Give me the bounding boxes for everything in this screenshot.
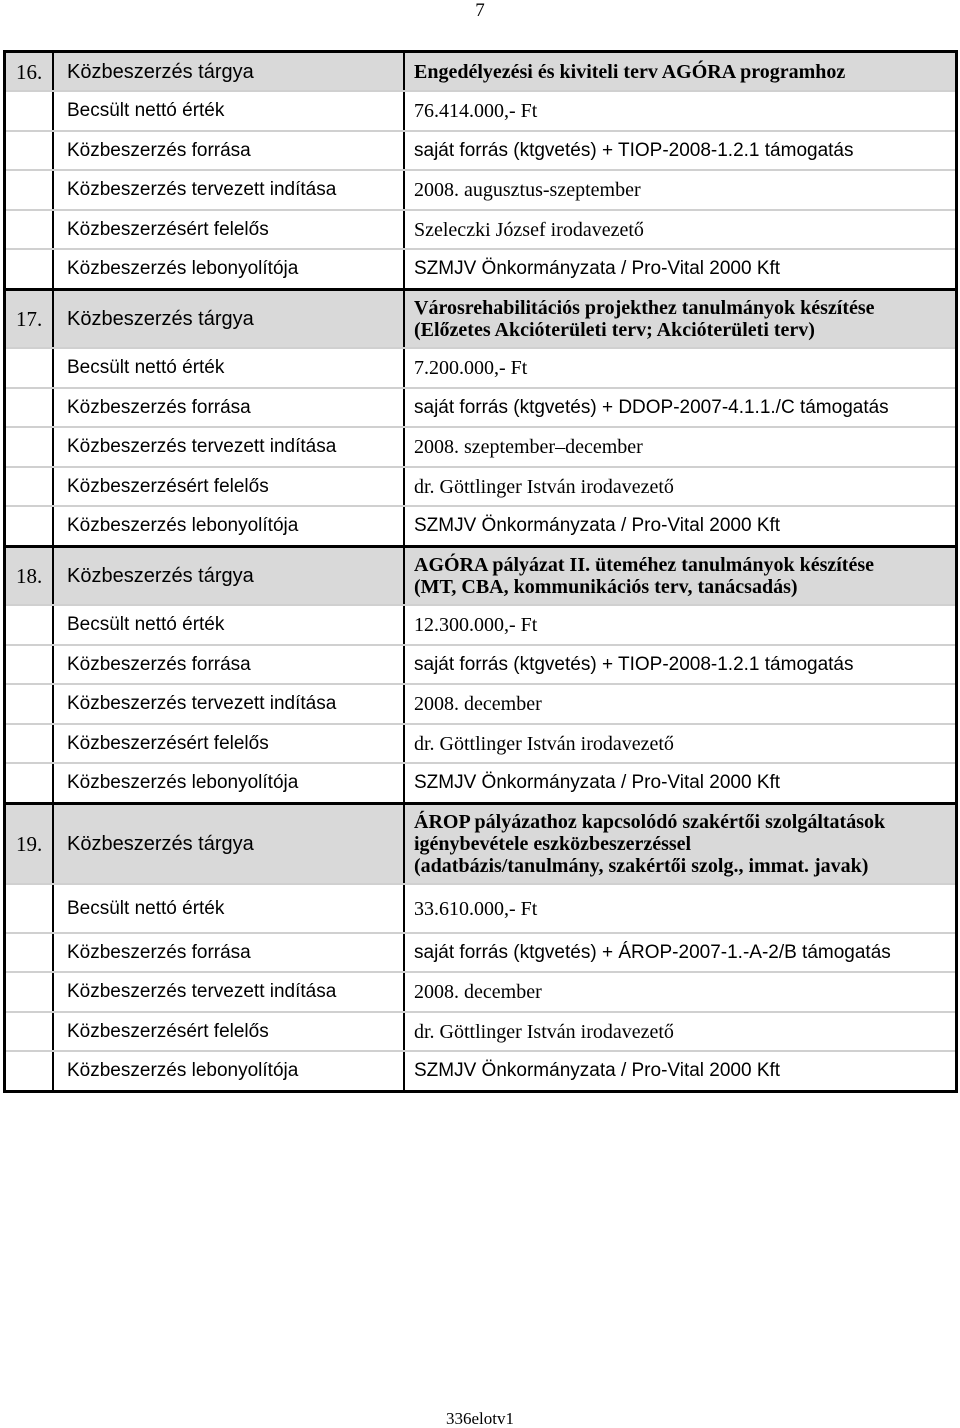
number-cell — [6, 725, 54, 762]
subject-value — [405, 548, 955, 604]
number-cell — [6, 389, 54, 426]
source-value: saját forrás (ktgvetés) + TIOP-2008-1.2.1 támogatás — [414, 653, 854, 675]
subject-row — [6, 805, 955, 883]
item-number: 17. — [6, 291, 54, 347]
organizer-value: SZMJV Önkormányzata / Pro-Vital 2000 Kft — [414, 515, 781, 536]
source-label: Közbeszerzés forrása — [54, 389, 405, 426]
item-number: 16. — [6, 53, 54, 90]
number-cell — [6, 211, 54, 248]
source-label: Közbeszerzés forrása — [54, 934, 405, 971]
subject-row — [6, 291, 955, 347]
estimated-value: 33.610.000,- Ft — [414, 897, 538, 920]
estimated-value: 12.300.000,- Ft — [414, 614, 538, 636]
footer-document-code: 336elotv1 — [446, 1409, 514, 1428]
estimated-value-label: Becsült nettó érték — [54, 885, 405, 932]
estimated-value-label: Becsült nettó érték — [54, 606, 405, 644]
organizer-value: SZMJV Önkormányzata / Pro-Vital 2000 Kft — [414, 772, 781, 793]
organizer-label: Közbeszerzés lebonyolítója — [54, 250, 405, 288]
estimated-value-label: Becsült nettó érték — [54, 349, 405, 387]
organizer-label: Közbeszerzés lebonyolítója — [54, 507, 405, 545]
number-cell — [6, 606, 54, 644]
start-row — [6, 971, 955, 1011]
estimated-value-label: Becsült nettó érték — [54, 92, 405, 130]
page-number: 7 — [475, 0, 485, 21]
subject-line: Városrehabilitációs projekthez tanulmányok készítése — [414, 297, 875, 319]
start-label: Közbeszerzés tervezett indítása — [54, 685, 405, 723]
responsible-value: dr. Göttlinger István irodavezető — [414, 732, 674, 755]
item-number: 19. — [6, 805, 54, 883]
organizer-row — [6, 1050, 955, 1090]
number-cell — [6, 468, 54, 505]
number-cell — [6, 764, 54, 802]
estimated-value: 7.200.000,- Ft — [414, 357, 528, 379]
responsible-row — [6, 723, 955, 762]
procurement-item-19 — [6, 802, 955, 1090]
organizer-value: SZMJV Önkormányzata / Pro-Vital 2000 Kft — [414, 258, 781, 279]
procurement-item-16 — [6, 50, 955, 288]
procurement-table — [3, 50, 958, 1093]
responsible-label: Közbeszerzésért felelős — [54, 725, 405, 762]
organizer-row — [6, 762, 955, 802]
number-cell — [6, 973, 54, 1011]
subject-value — [405, 53, 955, 90]
responsible-value: dr. Göttlinger István irodavezető — [414, 475, 674, 498]
responsible-row — [6, 1011, 955, 1050]
start-value: 2008. december — [414, 981, 542, 1003]
responsible-label: Közbeszerzésért felelős — [54, 211, 405, 248]
start-label: Közbeszerzés tervezett indítása — [54, 171, 405, 209]
start-value: 2008. szeptember–december — [414, 436, 643, 458]
source-row — [6, 644, 955, 683]
responsible-value: dr. Göttlinger István irodavezető — [414, 1020, 674, 1043]
subject-value — [405, 291, 955, 347]
start-row — [6, 683, 955, 723]
number-cell — [6, 132, 54, 169]
source-row — [6, 130, 955, 169]
start-row — [6, 169, 955, 209]
responsible-row — [6, 466, 955, 505]
procurement-item-17 — [6, 288, 955, 545]
subject-label: Közbeszerzés tárgya — [54, 291, 405, 347]
number-cell — [6, 349, 54, 387]
estimated-value-row — [6, 347, 955, 387]
estimated-value-row — [6, 90, 955, 130]
start-label: Közbeszerzés tervezett indítása — [54, 428, 405, 466]
responsible-label: Közbeszerzésért felelős — [54, 468, 405, 505]
organizer-label: Közbeszerzés lebonyolítója — [54, 764, 405, 802]
source-row — [6, 932, 955, 971]
number-cell — [6, 934, 54, 971]
organizer-label: Közbeszerzés lebonyolítója — [54, 1052, 405, 1090]
estimated-value-row — [6, 883, 955, 932]
number-cell — [6, 171, 54, 209]
item-number: 18. — [6, 548, 54, 604]
start-value: 2008. december — [414, 693, 542, 715]
number-cell — [6, 92, 54, 130]
subject-line: (adatbázis/tanulmány, szakértői szolg., immat. javak) — [414, 855, 869, 877]
organizer-value: SZMJV Önkormányzata / Pro-Vital 2000 Kft — [414, 1060, 781, 1081]
subject-line: Engedélyezési és kiviteli terv AGÓRA programhoz — [414, 60, 846, 83]
subject-line: ÁROP pályázathoz kapcsolódó szakértői szolgáltatások — [414, 811, 886, 833]
start-value: 2008. augusztus-szeptember — [414, 179, 641, 201]
source-row — [6, 387, 955, 426]
subject-line: (Előzetes Akcióterületi terv; Akcióterületi terv) — [414, 319, 815, 341]
subject-label: Közbeszerzés tárgya — [54, 548, 405, 604]
subject-label: Közbeszerzés tárgya — [54, 53, 405, 90]
number-cell — [6, 428, 54, 466]
responsible-row — [6, 209, 955, 248]
number-cell — [6, 1013, 54, 1050]
organizer-row — [6, 505, 955, 545]
number-cell — [6, 1052, 54, 1090]
number-cell — [6, 685, 54, 723]
source-label: Közbeszerzés forrása — [54, 132, 405, 169]
source-label: Közbeszerzés forrása — [54, 646, 405, 683]
estimated-value-row — [6, 604, 955, 644]
responsible-label: Közbeszerzésért felelős — [54, 1013, 405, 1050]
subject-line: AGÓRA pályázat II. üteméhez tanulmányok készítése — [414, 554, 874, 576]
subject-line: igénybevétele eszközbeszerzéssel — [414, 833, 692, 855]
responsible-value: Szeleczki József irodavezető — [414, 218, 644, 241]
number-cell — [6, 646, 54, 683]
source-value: saját forrás (ktgvetés) + DDOP-2007-4.1.1./C támogatás — [414, 396, 889, 418]
subject-row — [6, 53, 955, 90]
number-cell — [6, 507, 54, 545]
number-cell — [6, 885, 54, 932]
number-cell — [6, 250, 54, 288]
subject-label: Közbeszerzés tárgya — [54, 805, 405, 883]
organizer-row — [6, 248, 955, 288]
subject-line: (MT, CBA, kommunikációs terv, tanácsadás) — [414, 576, 798, 598]
start-row — [6, 426, 955, 466]
procurement-item-18 — [6, 545, 955, 802]
subject-row — [6, 548, 955, 604]
source-value: saját forrás (ktgvetés) + TIOP-2008-1.2.1 támogatás — [414, 139, 854, 161]
subject-value — [405, 805, 955, 883]
start-label: Közbeszerzés tervezett indítása — [54, 973, 405, 1011]
source-value: saját forrás (ktgvetés) + ÁROP-2007-1.-A-2/B támogatás — [414, 941, 891, 963]
estimated-value: 76.414.000,- Ft — [414, 100, 538, 122]
